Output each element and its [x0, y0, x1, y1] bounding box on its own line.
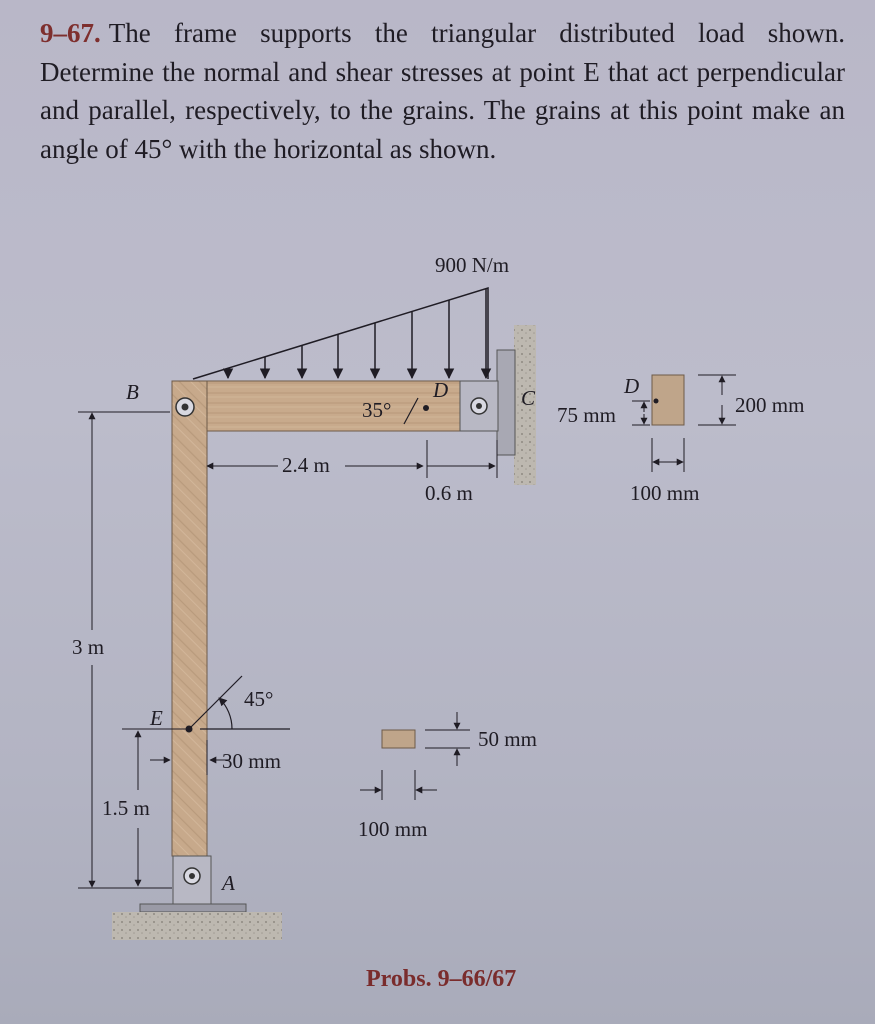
dim-50mm: [425, 712, 470, 766]
dim-50mm-label: 50 mm: [478, 727, 537, 751]
distributed-load: [193, 288, 488, 379]
point-d-dot: [423, 405, 429, 411]
dim-30mm-label: 30 mm: [222, 749, 281, 773]
dim-75mm: [632, 401, 650, 425]
dim-200mm: [698, 375, 736, 425]
problem-text: The frame supports the triangular distributed load shown. Determine the normal and shear stresses at point E that act perpendicular and parallel, respectively, to the grains. The grains at this point make an angle of 45° with the horizontal as shown.: [40, 18, 845, 164]
ground-a: [112, 912, 282, 940]
point-d-label: D: [433, 378, 449, 402]
dim-1-5m-label: 1.5 m: [102, 796, 150, 820]
dim-100mm-bottom: [360, 770, 437, 800]
dim-horizontal: [207, 440, 497, 478]
point-c-label: C: [521, 386, 536, 410]
dim-0-6-label: 0.6 m: [425, 481, 473, 505]
problem-number: 9–67.: [40, 18, 101, 48]
point-a-label: A: [222, 871, 235, 895]
section-e: [382, 730, 415, 748]
angle-d: 35°: [362, 398, 392, 422]
dim-100mm-bottom-label: 100 mm: [358, 817, 428, 841]
point-b-label: B: [126, 380, 139, 404]
point-e-label: E: [150, 706, 163, 730]
dim-200mm-label: 200 mm: [735, 393, 805, 417]
load-label: 900 N/m: [435, 253, 510, 277]
vertical-member: [172, 381, 207, 856]
dim-100mm-top: [652, 438, 684, 472]
angle-e: 45°: [244, 687, 274, 711]
wall-bracket: [497, 350, 515, 455]
dim-2-4-label: 2.4 m: [282, 453, 330, 477]
section-d-label: D: [624, 374, 640, 398]
figure-caption: Probs. 9–66/67: [366, 966, 517, 992]
dim-75mm-label: 75 mm: [557, 403, 616, 427]
horizontal-member: [172, 381, 462, 431]
dim-100mm-top-label: 100 mm: [630, 481, 700, 505]
dim-3m-label: 3 m: [72, 635, 105, 659]
